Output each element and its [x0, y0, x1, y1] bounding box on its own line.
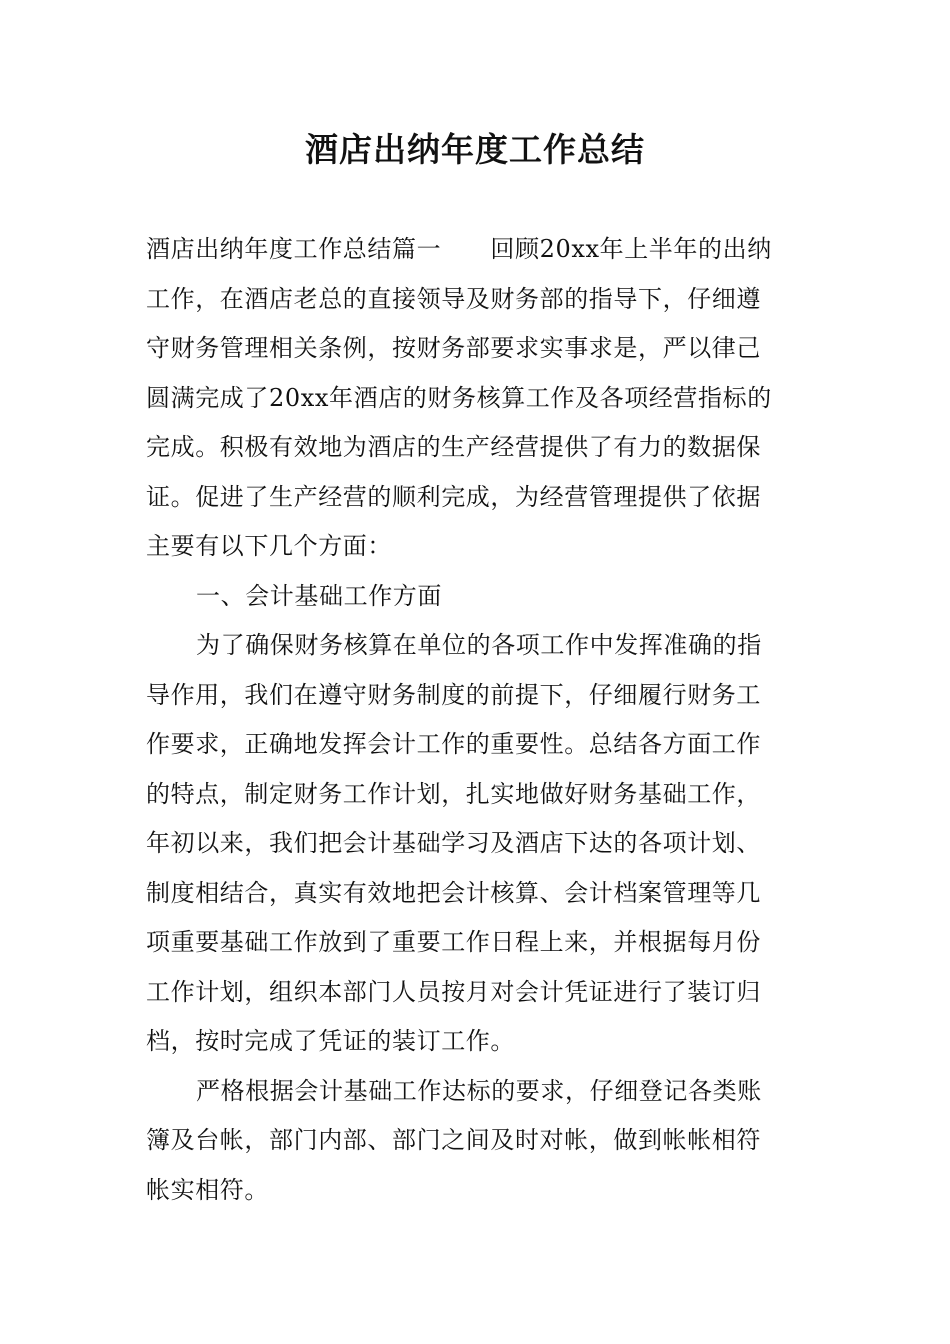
text-line: 工作，在酒店老总的直接领导及财务部的指导下，仔细遵 [146, 284, 761, 313]
text-line: 制度相结合，真实有效地把会计核算、会计档案管理等几 [146, 878, 761, 907]
text-line: 严格根据会计基础工作达标的要求，仔细登记各类账 [196, 1076, 762, 1105]
document-title: 酒店出纳年度工作总结 [305, 130, 645, 169]
text-line: 为了确保财务核算在单位的各项工作中发挥准确的指 [196, 631, 762, 659]
text-line: 档，按时完成了凭证的装订工作。 [146, 1027, 515, 1055]
text-line: 项重要基础工作放到了重要工作日程上来，并根据每月份 [146, 928, 761, 956]
text-line: 圆满完成了20xx年酒店的财务核算工作及各项经营指标的 [146, 383, 772, 412]
document-body [146, 225, 806, 1215]
text-line: 工作计划，组织本部门人员按月对会计凭证进行了装订归 [146, 977, 761, 1006]
text-line: 酒店出纳年度工作总结篇一 回顾20xx年上半年的出纳 [146, 235, 772, 263]
text-line: 主要有以下几个方面： [146, 532, 392, 560]
text-line: 导作用，我们在遵守财务制度的前提下，仔细履行财务工 [146, 680, 761, 709]
text-line: 簿及台帐，部门内部、部门之间及时对帐，做到帐帐相符 [146, 1126, 761, 1154]
section-heading: 一、会计基础工作方面 [196, 581, 442, 610]
text-line: 证。促进了生产经营的顺利完成，为经营管理提供了依据 [146, 482, 761, 511]
text-line: 年初以来，我们把会计基础学习及酒店下达的各项计划、 [146, 829, 761, 857]
text-line: 作要求，正确地发挥会计工作的重要性。总结各方面工作 [146, 730, 761, 758]
text-line: 的特点，制定财务工作计划，扎实地做好财务基础工作， [146, 779, 761, 808]
text-line: 完成。积极有效地为酒店的生产经营提供了有力的数据保 [146, 433, 761, 461]
text-line: 帐实相符。 [146, 1175, 269, 1204]
text-line: 守财务管理相关条例，按财务部要求实事求是，严以律己 [146, 334, 761, 362]
